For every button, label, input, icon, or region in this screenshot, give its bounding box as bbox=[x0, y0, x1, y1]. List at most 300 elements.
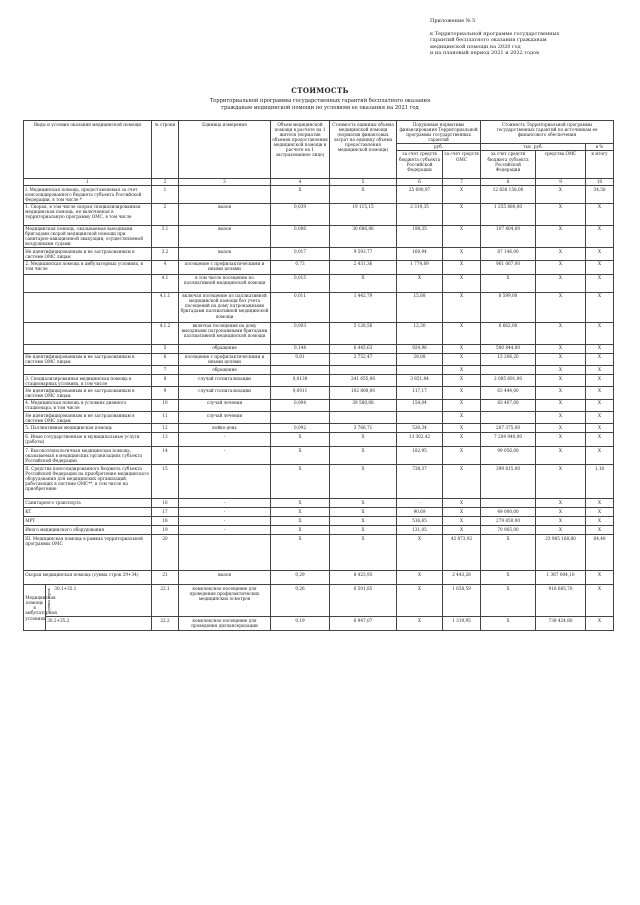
row-label: Не идентифицированным и не застрахованным в системе ОМС лицам bbox=[24, 412, 152, 424]
table-cell: X bbox=[586, 274, 614, 292]
row-label: III. Медицинская помощь в рамках территориальной программы ОМС bbox=[24, 535, 152, 571]
table-cell: 23 985 168,80 bbox=[536, 535, 586, 571]
table-cell: X bbox=[586, 322, 614, 344]
table-cell: X bbox=[586, 585, 614, 617]
table-cell: 0,004 bbox=[271, 399, 330, 411]
table-cell: X bbox=[586, 508, 614, 517]
table-row bbox=[24, 617, 614, 631]
table-cell: 154,04 bbox=[397, 399, 443, 411]
row-label: Не идентифицированным и не застрахованным в системе ОМС лицам bbox=[24, 353, 152, 365]
table-row bbox=[24, 508, 614, 517]
table-cell: X bbox=[443, 412, 481, 424]
table-cell: 117,17 bbox=[397, 387, 443, 399]
table-cell: 1 442,79 bbox=[330, 292, 397, 322]
column-number: 8 bbox=[481, 178, 536, 185]
row-label: 2. Медицинская помощь в амбулаторных условиях, в том числе bbox=[24, 260, 152, 274]
table-row bbox=[24, 353, 614, 365]
row-label: Медицинская помощь, оказываемая выездными бригадами скорой медицинской помощи при санитарно-авиационной эвакуации, осуществляемой воздушными судами bbox=[24, 225, 152, 248]
document-title: СТОИМОСТЬ bbox=[291, 86, 349, 95]
table-cell: 20 bbox=[152, 535, 179, 571]
table-cell: 15 bbox=[152, 465, 179, 499]
table-cell: X bbox=[271, 186, 330, 203]
row-label bbox=[24, 344, 152, 353]
table-cell: X bbox=[330, 499, 397, 508]
table-cell: 5 bbox=[152, 344, 179, 353]
table-cell: 399 815,00 bbox=[481, 465, 536, 499]
table-cell: 516,65 bbox=[397, 517, 443, 526]
table-cell: 0,01 bbox=[271, 353, 330, 365]
table-row bbox=[24, 322, 614, 344]
table-cell: - bbox=[397, 499, 443, 508]
table-cell: 12,30 bbox=[397, 322, 443, 344]
table-cell: 0,26 bbox=[271, 585, 330, 617]
table-cell: 4.1 bbox=[152, 274, 179, 292]
table-cell: 738,37 bbox=[397, 465, 443, 499]
document-subtitle: гражданам медицинской помощи по условиям ее оказания на 2021 год bbox=[221, 105, 419, 111]
table-cell: X bbox=[271, 465, 330, 499]
table-row bbox=[24, 274, 614, 292]
table-row bbox=[24, 517, 614, 526]
table-cell: 18 bbox=[152, 517, 179, 526]
table-cell: 241 655,06 bbox=[330, 374, 397, 386]
column-number: 7 bbox=[443, 178, 481, 185]
row-label: 6. Иные государственные и муниципальные услуги (работы) bbox=[24, 433, 152, 447]
formula-cell: 30.1+35.1 bbox=[54, 586, 77, 591]
table-cell: X bbox=[536, 526, 586, 535]
table-cell: X bbox=[586, 399, 614, 411]
table-cell: комплексное посещение для проведения профилактических медицинских осмотров bbox=[179, 585, 271, 617]
header-budget-cost: за счет средств бюджета субъекта Российской Федерации bbox=[481, 150, 536, 178]
table-cell: X bbox=[443, 365, 481, 374]
table-cell: 7 204 940,00 bbox=[481, 433, 536, 447]
header-unit-cost: Стоимость единицы объема медицинской помощи (норматив финансовых затрат на единицу объема предоставления медицинской помощи) bbox=[330, 121, 397, 179]
table-cell: X bbox=[271, 433, 330, 447]
table-cell: 1 319,95 bbox=[443, 617, 481, 631]
table-cell: X bbox=[330, 535, 397, 571]
table-cell: X bbox=[397, 535, 443, 571]
row-label bbox=[24, 322, 152, 344]
table-cell: 19 115,15 bbox=[330, 203, 397, 225]
table-cell: 0,003 bbox=[271, 322, 330, 344]
table-cell: X bbox=[586, 433, 614, 447]
table-cell: X bbox=[586, 447, 614, 465]
table-row bbox=[24, 374, 614, 386]
table-cell: X bbox=[536, 365, 586, 374]
table-cell: X bbox=[271, 447, 330, 465]
table-cell: X bbox=[586, 387, 614, 399]
table-cell: 6 947,07 bbox=[330, 617, 397, 631]
table-cell: X bbox=[536, 203, 586, 225]
header-oms-cost: средства ОМС bbox=[536, 150, 586, 178]
column-number: 6 bbox=[397, 178, 443, 185]
table-cell: X bbox=[536, 186, 586, 203]
header-volume: Объем медицинской помощи в расчете на 1 жителя (норматив объемов предоставления медицинской помощи в расчете на 1 застрахованное лицо) bbox=[271, 121, 330, 179]
table-cell: 14 bbox=[152, 447, 179, 465]
table-cell: случай лечения bbox=[179, 412, 271, 424]
table-cell: 1 bbox=[152, 186, 179, 203]
table-row bbox=[24, 465, 614, 499]
table-cell: X bbox=[481, 274, 536, 292]
table-cell: 22.2 bbox=[152, 617, 179, 631]
table-cell: 924,96 bbox=[397, 344, 443, 353]
row-label bbox=[24, 365, 152, 374]
table-cell: 279 850,00 bbox=[481, 517, 536, 526]
table-cell bbox=[271, 412, 330, 424]
table-cell: 39 580,08 bbox=[330, 399, 397, 411]
table-row bbox=[24, 292, 614, 322]
row-label: II. Средства консолидированного бюджета субъекта Российской Федерации на приобретение медицинского оборудования для медицинских организаций, работающих в системе ОМС**, в том числе на приобретение bbox=[24, 465, 152, 499]
table-cell: вызов bbox=[179, 203, 271, 225]
table-row bbox=[24, 225, 614, 248]
appendix-line: медицинской помощи на 2020 год bbox=[430, 43, 521, 50]
table-cell: 107 404,00 bbox=[481, 225, 536, 248]
table-cell: 83 407,00 bbox=[481, 399, 536, 411]
table-cell: X bbox=[481, 585, 536, 617]
row-label: 1. Скорая, в том числе скорая специализированная медицинская помощь, не включенная в территориальную программу ОМС, в том числе bbox=[24, 203, 152, 225]
table-cell: 2 431,36 bbox=[330, 260, 397, 274]
table-row bbox=[24, 399, 614, 411]
table-cell: X bbox=[536, 433, 586, 447]
table-cell: в том числе посещение по паллиативной медицинской помощи bbox=[179, 274, 271, 292]
table-cell: - bbox=[179, 517, 271, 526]
table-cell: X bbox=[536, 387, 586, 399]
table-row bbox=[24, 248, 614, 260]
header-percent: к итогу bbox=[586, 150, 614, 178]
header-kinds: Виды и условия оказания медицинской помощи bbox=[24, 121, 152, 179]
table-row bbox=[24, 526, 614, 535]
header-per-capita: Подушевые нормативы финансирования Территориальной программы государственных гарантий bbox=[397, 121, 481, 144]
header-percent-top: в % bbox=[586, 143, 614, 150]
appendix-line: к Территориальной программе государственных bbox=[430, 31, 560, 37]
table-cell: X bbox=[443, 499, 481, 508]
table-cell bbox=[330, 412, 397, 424]
table-cell: X bbox=[397, 617, 443, 631]
row-label bbox=[24, 292, 152, 322]
table-cell: 916 685,70 bbox=[536, 585, 586, 617]
table-row bbox=[24, 535, 614, 571]
table-cell: 90,69 bbox=[397, 508, 443, 517]
table-cell: 3 766,71 bbox=[330, 424, 397, 433]
table-cell: 21 bbox=[152, 571, 179, 585]
table-cell: 28,08 bbox=[397, 353, 443, 365]
table-cell: 70 965,00 bbox=[481, 526, 536, 535]
table-cell: вызов bbox=[179, 225, 271, 248]
table-cell: 102 800,00 bbox=[330, 387, 397, 399]
table-cell: 49 000,00 bbox=[481, 508, 536, 517]
appendix-number: Приложение № 5 bbox=[430, 18, 476, 24]
table-cell: X bbox=[271, 535, 330, 571]
table-cell: X bbox=[586, 517, 614, 526]
table-cell: 4.1.1 bbox=[152, 292, 179, 322]
table-cell: 17 bbox=[152, 508, 179, 517]
table-cell: X bbox=[536, 517, 586, 526]
row-label: Санитарного транспорта bbox=[24, 499, 152, 508]
table-cell: X bbox=[586, 203, 614, 225]
table-cell: 63 444,00 bbox=[481, 387, 536, 399]
table-cell: 2 085 691,00 bbox=[481, 374, 536, 386]
row-label: 3. Специализированная медицинская помощь в стационарных условиях, в том числе bbox=[24, 374, 152, 386]
table-cell: 22.1 bbox=[152, 585, 179, 617]
table-cell: 2 bbox=[152, 203, 179, 225]
header-program-cost-unit: тыс. руб. bbox=[481, 143, 586, 150]
table-cell: 9 593,77 bbox=[330, 248, 397, 260]
table-cell: X bbox=[481, 617, 536, 631]
table-cell: случай лечения bbox=[179, 399, 271, 411]
table-cell: 87 146,00 bbox=[481, 248, 536, 260]
table-cell: 12 bbox=[152, 424, 179, 433]
table-cell: X bbox=[397, 585, 443, 617]
table-cell: X bbox=[397, 274, 443, 292]
row-label: Скорая медицинская помощь (сумма строк 29+34) bbox=[24, 571, 152, 585]
header-budget-per-capita: за счет средств бюджета субъекта Российской Федерации bbox=[397, 150, 443, 178]
table-cell bbox=[271, 365, 330, 374]
table-cell: 3.2 bbox=[152, 248, 179, 260]
table-cell: X bbox=[443, 517, 481, 526]
table-row bbox=[24, 424, 614, 433]
table-cell: 6 445,63 bbox=[330, 344, 397, 353]
table-cell: 3 851,84 bbox=[397, 374, 443, 386]
table-cell: 30 686,86 bbox=[330, 225, 397, 248]
table-cell: вызов bbox=[179, 571, 271, 585]
header-row-number: № строки bbox=[152, 121, 179, 179]
table-cell bbox=[46, 585, 152, 617]
table-cell: 2 319,35 bbox=[397, 203, 443, 225]
table-cell: 2 752,47 bbox=[330, 353, 397, 365]
table-row bbox=[24, 365, 614, 374]
table-row bbox=[24, 433, 614, 447]
table-cell: вызов bbox=[179, 248, 271, 260]
table-cell: - bbox=[179, 508, 271, 517]
table-cell: 0,015 bbox=[271, 274, 330, 292]
table-cell: 0,19 bbox=[271, 617, 330, 631]
column-number: 4 bbox=[271, 178, 330, 185]
document-subtitle: Территориальной программы государственных гарантий бесплатного оказания bbox=[209, 98, 431, 104]
appendix-line: и на плановый период 2021 и 2022 годов bbox=[430, 50, 539, 57]
column-numbers-row bbox=[24, 178, 614, 185]
table-cell bbox=[179, 535, 271, 571]
table-cell: X bbox=[330, 433, 397, 447]
table-cell: X bbox=[443, 344, 481, 353]
table-cell: 7 bbox=[152, 365, 179, 374]
table-cell: 530,34 bbox=[397, 424, 443, 433]
row-label: Не идентифицированным и не застрахованным в системе ОМС лицам bbox=[24, 248, 152, 260]
table-cell: 6 bbox=[152, 353, 179, 365]
table-cell: - bbox=[179, 447, 271, 465]
table-cell: X bbox=[536, 344, 586, 353]
table-cell: X bbox=[271, 499, 330, 508]
table-cell: 0,017 bbox=[271, 248, 330, 260]
table-row bbox=[24, 571, 614, 585]
table-cell: 6 501,85 bbox=[330, 585, 397, 617]
table-row bbox=[24, 186, 614, 203]
table-cell: X bbox=[443, 374, 481, 386]
table-cell: 8 bbox=[152, 374, 179, 386]
table-cell: X bbox=[443, 203, 481, 225]
header-per-capita-unit: руб. bbox=[397, 143, 481, 150]
table-cell: X bbox=[330, 517, 397, 526]
table-cell bbox=[179, 186, 271, 203]
table-cell: X bbox=[536, 499, 586, 508]
table-cell: X bbox=[586, 292, 614, 322]
table-cell: 961 067,00 bbox=[481, 260, 536, 274]
table-cell: 9 bbox=[152, 387, 179, 399]
table-cell: 30.2+35.2 bbox=[46, 617, 152, 631]
table-cell: X bbox=[586, 571, 614, 585]
table-cell: 0,039 bbox=[271, 203, 330, 225]
table-cell: X bbox=[443, 447, 481, 465]
table-cell bbox=[179, 465, 271, 499]
table-cell: - bbox=[179, 526, 271, 535]
table-cell: 12 838 158,00 bbox=[481, 186, 536, 203]
table-cell: 42 873,92 bbox=[443, 535, 481, 571]
table-row bbox=[24, 499, 614, 508]
table-cell bbox=[397, 365, 443, 374]
table-cell: 6 662,00 bbox=[481, 322, 536, 344]
table-cell: X bbox=[443, 399, 481, 411]
page-background bbox=[0, 768, 640, 905]
table-cell: X bbox=[330, 447, 397, 465]
table-cell: посещение с профилактическими и иными целями bbox=[179, 260, 271, 274]
table-row bbox=[24, 447, 614, 465]
table-cell: 0,144 bbox=[271, 344, 330, 353]
column-number: 2 bbox=[152, 178, 179, 185]
table-cell: случай госпитализации bbox=[179, 387, 271, 399]
table-cell: X bbox=[586, 424, 614, 433]
row-label: Не идентифицированным и не застрахованным в системе ОМС лицам bbox=[24, 387, 152, 399]
table-cell: X bbox=[443, 526, 481, 535]
table-cell: X bbox=[443, 387, 481, 399]
table-cell: 5 128,56 bbox=[330, 322, 397, 344]
table-cell: 738 424,80 bbox=[536, 617, 586, 631]
table-cell: X bbox=[536, 412, 586, 424]
row-label: 5. Паллиативная медицинская помощь bbox=[24, 424, 152, 433]
table-cell: 0,29 bbox=[271, 571, 330, 585]
table-cell: X bbox=[536, 274, 586, 292]
row-label: МРТ bbox=[24, 517, 152, 526]
table-cell: X bbox=[443, 186, 481, 203]
table-cell: 0,0139 bbox=[271, 374, 330, 386]
table-cell: 1,10 bbox=[586, 465, 614, 499]
table-cell: 0,011 bbox=[271, 292, 330, 322]
side-label: сумма строк bbox=[47, 588, 52, 612]
table-cell: X bbox=[586, 344, 614, 353]
table-cell: 11 bbox=[152, 412, 179, 424]
table-cell: X bbox=[443, 292, 481, 322]
table-cell: 0,0011 bbox=[271, 387, 330, 399]
table-cell: X bbox=[536, 399, 586, 411]
group-label: Медицинская помощь в амбулаторных условиях bbox=[25, 595, 58, 621]
table-cell: X bbox=[271, 508, 330, 517]
table-cell: X bbox=[443, 274, 481, 292]
table-cell: 19 bbox=[152, 526, 179, 535]
table-cell: X bbox=[586, 353, 614, 365]
table-cell: обращение bbox=[179, 344, 271, 353]
table-cell: обращение bbox=[179, 365, 271, 374]
table-cell: X bbox=[536, 248, 586, 260]
table-cell: X bbox=[443, 322, 481, 344]
table-cell: X bbox=[481, 571, 536, 585]
table-cell: 3.1 bbox=[152, 225, 179, 248]
table-cell: 1 774,89 bbox=[397, 260, 443, 274]
row-label: I. Медицинская помощь, предоставляемая за счет консолидированного бюджета субъекта Российской Федерации, в том числе * bbox=[24, 186, 152, 203]
table-cell bbox=[397, 412, 443, 424]
table-cell: 1 255 880,00 bbox=[481, 203, 536, 225]
table-cell: 198,35 bbox=[397, 225, 443, 248]
table-cell: X bbox=[536, 292, 586, 322]
table-cell: 287 375,00 bbox=[481, 424, 536, 433]
table-cell: 8 599,00 bbox=[481, 292, 536, 322]
table-cell: 0,73 bbox=[271, 260, 330, 274]
header-oms-per-capita: за счет средств ОМС bbox=[443, 150, 481, 178]
table-cell: комплексное посещение для проведения диспансеризации bbox=[179, 617, 271, 631]
table-cell: 4.1.2 bbox=[152, 322, 179, 344]
header-program-cost: Стоимость Территориальной программы государственных гарантий по источникам ее финансового обеспечения bbox=[481, 121, 614, 144]
table-cell: 2 443,28 bbox=[443, 571, 481, 585]
table-cell: X bbox=[330, 526, 397, 535]
table-cell: X bbox=[443, 465, 481, 499]
table-cell bbox=[481, 412, 536, 424]
table-cell: 34,50 bbox=[586, 186, 614, 203]
table-cell: X bbox=[586, 526, 614, 535]
table-cell: X bbox=[443, 260, 481, 274]
table-cell: X bbox=[397, 571, 443, 585]
table-row bbox=[24, 585, 614, 617]
table-cell: X bbox=[271, 517, 330, 526]
row-label: КТ bbox=[24, 508, 152, 517]
column-number: 9 bbox=[536, 178, 586, 185]
table-cell: 160,94 bbox=[397, 248, 443, 260]
table-row bbox=[24, 412, 614, 424]
table-cell: 8 423,95 bbox=[330, 571, 397, 585]
table-cell: X bbox=[443, 508, 481, 517]
row-label: 4. Медицинская помощь в условиях дневного стационара, в том числе bbox=[24, 399, 152, 411]
column-number: 10 bbox=[586, 178, 614, 185]
column-number: 1 bbox=[24, 178, 152, 185]
table-cell: X bbox=[271, 526, 330, 535]
table-cell: 182,95 bbox=[397, 447, 443, 465]
table-cell: включая посещения на дому выездными патронажными бригадами паллиативной медицинской помощи bbox=[179, 322, 271, 344]
table-cell: X bbox=[586, 225, 614, 248]
table-cell: 0,092 bbox=[271, 424, 330, 433]
table-cell: X bbox=[536, 508, 586, 517]
table-cell: X bbox=[586, 617, 614, 631]
table-row bbox=[24, 387, 614, 399]
column-number: 5 bbox=[330, 178, 397, 185]
table-cell: X bbox=[443, 433, 481, 447]
table-cell: X bbox=[536, 465, 586, 499]
table-cell: X bbox=[536, 260, 586, 274]
table-cell: включая посещение по паллиативной медицинской помощи без учета посещений на дому патронажными бригадами паллиативной медицинской помощи bbox=[179, 292, 271, 322]
table-cell: 13 302,42 bbox=[397, 433, 443, 447]
table-cell: 1 658,59 bbox=[443, 585, 481, 617]
table-cell: X bbox=[586, 412, 614, 424]
table-cell: посещение с профилактическими и иными целями bbox=[179, 353, 271, 365]
table-cell: 15,88 bbox=[397, 292, 443, 322]
table-cell: X bbox=[536, 447, 586, 465]
row-label bbox=[24, 274, 152, 292]
table-cell bbox=[481, 499, 536, 508]
row-label: Иного медицинского оборудования bbox=[24, 526, 152, 535]
table-cell: 64,40 bbox=[586, 535, 614, 571]
table-cell: X bbox=[586, 365, 614, 374]
table-cell: X bbox=[586, 248, 614, 260]
row-label: 7. Высокотехнологичная медицинская помощь, оказываемая в медицинских организациях субъекта Российской Федерации bbox=[24, 447, 152, 465]
table-cell: X bbox=[536, 424, 586, 433]
table-row bbox=[24, 344, 614, 353]
table-cell: X bbox=[443, 353, 481, 365]
table-cell: случай госпитализации bbox=[179, 374, 271, 386]
cost-table bbox=[23, 120, 614, 631]
